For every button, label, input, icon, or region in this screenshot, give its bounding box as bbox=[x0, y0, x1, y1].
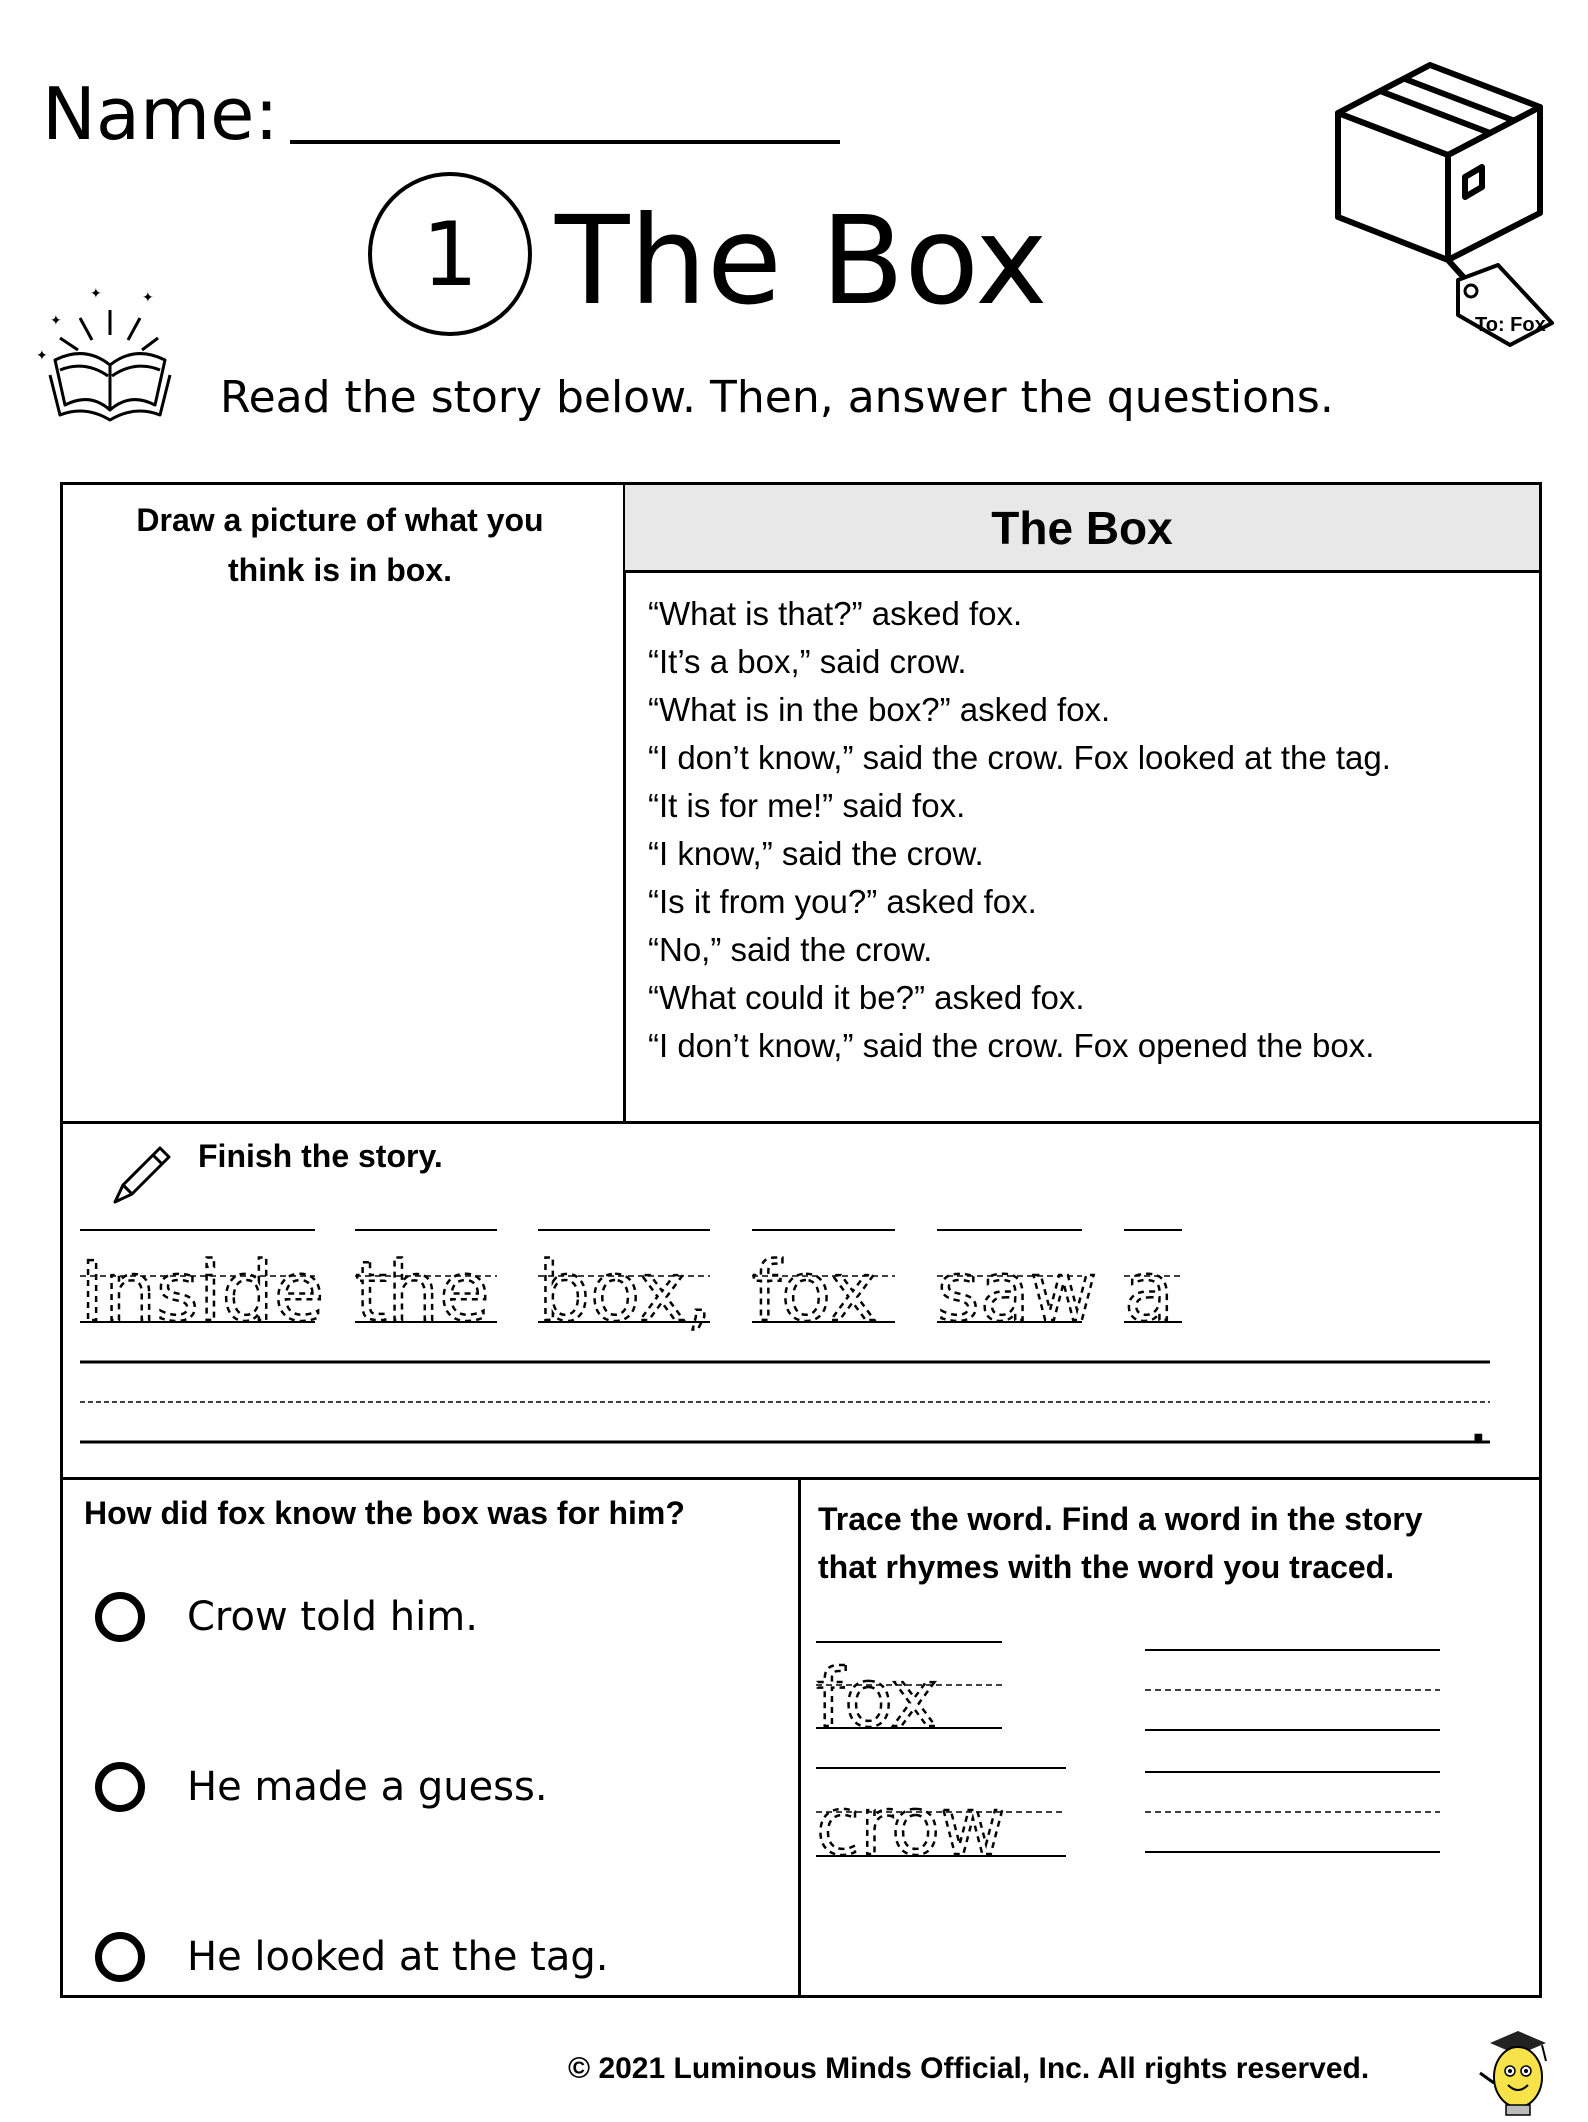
tag-label: To: Fox bbox=[1475, 314, 1546, 336]
answer-option-label: He looked at the tag. bbox=[187, 1934, 609, 1980]
svg-text:✦: ✦ bbox=[50, 313, 62, 329]
drawing-area[interactable] bbox=[70, 600, 610, 1100]
story-line: “No,” said the crow. bbox=[648, 931, 933, 968]
rhyme-trace-word: fox bbox=[816, 1652, 938, 1745]
open-book-icon bbox=[30, 280, 180, 430]
story-title: The Box bbox=[625, 485, 1539, 573]
copyright: © 2021 Luminous Minds Official, Inc. All rights reserved. bbox=[568, 2052, 1370, 2085]
question-label: How did fox know the box was for him? bbox=[84, 1495, 685, 1531]
svg-text:✦: ✦ bbox=[36, 348, 48, 364]
drawing-prompt: Draw a picture of what you think is in box. bbox=[136, 502, 544, 588]
answer-option-label: Crow told him. bbox=[187, 1594, 478, 1640]
radio-circle[interactable] bbox=[95, 1592, 145, 1642]
end-period: . bbox=[1470, 1402, 1487, 1453]
radio-circle[interactable] bbox=[95, 1932, 145, 1982]
divider-vertical-bottom bbox=[798, 1477, 801, 1995]
instructions: Read the story below. Then, answer the questions. bbox=[220, 372, 1334, 423]
rhyme-trace-area[interactable] bbox=[810, 1620, 1450, 1880]
story-text bbox=[648, 590, 1391, 1070]
divider-horizontal-2 bbox=[63, 1477, 1539, 1480]
story-line: “I don’t know,” said the crow. Fox looked at the tag. bbox=[648, 739, 1391, 776]
story-line: “What is that?” asked fox. bbox=[648, 595, 1023, 632]
story-line: “What is in the box?” asked fox. bbox=[648, 691, 1111, 728]
story-line: “What could it be?” asked fox. bbox=[648, 979, 1085, 1016]
trace-word: saw bbox=[937, 1245, 1098, 1340]
mascot-icon bbox=[1470, 2025, 1560, 2120]
answer-option-label: He made a guess. bbox=[187, 1764, 548, 1810]
story-line: “Is it from you?” asked fox. bbox=[648, 883, 1037, 920]
trace-instructions: Trace the word. Find a word in the story that rhymes with the word you traced. bbox=[818, 1501, 1423, 1585]
trace-writing-area[interactable] bbox=[60, 1210, 1540, 1460]
story-line: “I know,” said the crow. bbox=[648, 835, 984, 872]
box-icon bbox=[1320, 55, 1560, 400]
trace-word: a bbox=[1124, 1245, 1175, 1340]
svg-text:✦: ✦ bbox=[142, 290, 154, 306]
answer-option[interactable] bbox=[95, 1592, 478, 1642]
pencil-icon bbox=[105, 1140, 175, 1210]
story-line: “It is for me!” said fox. bbox=[648, 787, 966, 824]
trace-word: fox bbox=[752, 1245, 878, 1340]
answer-option[interactable] bbox=[95, 1932, 608, 1982]
trace-word: Inside bbox=[80, 1245, 325, 1340]
radio-circle[interactable] bbox=[95, 1762, 145, 1812]
answer-option[interactable] bbox=[95, 1762, 548, 1812]
tag-icon bbox=[1458, 265, 1552, 345]
story-line: “It’s a box,” said crow. bbox=[648, 643, 967, 680]
name-input-line[interactable] bbox=[290, 140, 840, 144]
lesson-number-badge: 1 bbox=[368, 172, 532, 336]
trace-word: the bbox=[355, 1245, 490, 1340]
story-line: “I don’t know,” said the crow. Fox opened the box. bbox=[648, 1027, 1375, 1064]
page-title: The Box bbox=[555, 190, 1048, 332]
name-label: Name: bbox=[42, 72, 279, 156]
svg-text:✦: ✦ bbox=[90, 286, 102, 302]
trace-word: box, bbox=[538, 1245, 713, 1340]
divider-vertical-top bbox=[623, 485, 626, 1121]
finish-story-label: Finish the story. bbox=[198, 1138, 443, 1174]
rhyme-trace-word: crow bbox=[816, 1780, 1006, 1873]
divider-horizontal-1 bbox=[63, 1121, 1539, 1124]
